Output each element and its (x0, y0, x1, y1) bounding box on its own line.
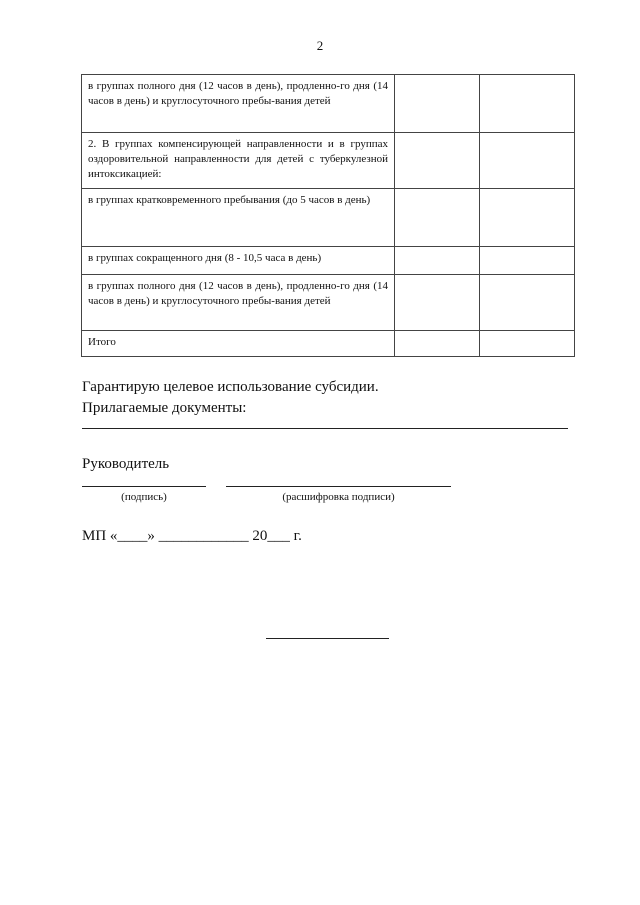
page-number: 2 (316, 38, 324, 53)
attached-documents-line (82, 428, 568, 429)
table-cell-value (395, 247, 480, 275)
table-cell-value (395, 275, 480, 331)
table-row (82, 275, 575, 331)
table-cell-value (480, 75, 575, 133)
table-cell-description: в группах полного дня (12 часов в день), продленно-го дня (14 часов в день) и круглосуточного пребы-вания детей (82, 275, 395, 331)
table-row (82, 133, 575, 189)
table-row (82, 75, 575, 133)
table-row-total (82, 331, 575, 357)
end-divider (266, 638, 389, 639)
head-label: Руководитель (82, 456, 170, 472)
table-cell-value (480, 331, 575, 357)
subsidy-table (81, 74, 575, 357)
table-cell-value (480, 275, 575, 331)
signature-decode-caption: (расшифровка подписи) (282, 491, 395, 503)
table-cell-value (395, 331, 480, 357)
table-cell-description: Итого (82, 331, 395, 357)
table-cell-description: в группах сокращенного дня (8 - 10,5 часа в день) (82, 247, 395, 275)
table-cell-value (395, 133, 480, 189)
table-row (82, 247, 575, 275)
table-cell-value (480, 133, 575, 189)
guarantee-text: Гарантирую целевое использование субсидии. (82, 379, 379, 395)
table-cell-value (480, 189, 575, 247)
signature-decode-line (226, 486, 451, 487)
table-cell-value (395, 75, 480, 133)
table-row (82, 189, 575, 247)
signature-caption: (подпись) (121, 491, 167, 503)
table-cell-value (395, 189, 480, 247)
signature-line (82, 486, 206, 487)
table-cell-description: в группах полного дня (12 часов в день), продленно-го дня (14 часов в день) и круглосуточного пребы-вания детей (82, 75, 395, 133)
table-cell-description: в группах кратковременного пребывания (до 5 часов в день) (82, 189, 395, 247)
table-cell-value (480, 247, 575, 275)
table-cell-description: 2. В группах компенсирующей направленности и в группах оздоровительной направленности для детей с туберкулезной интоксикацией: (82, 133, 395, 189)
attached-documents-label: Прилагаемые документы: (82, 400, 247, 416)
stamp-date-line: МП «____» ____________ 20___ г. (82, 528, 302, 544)
